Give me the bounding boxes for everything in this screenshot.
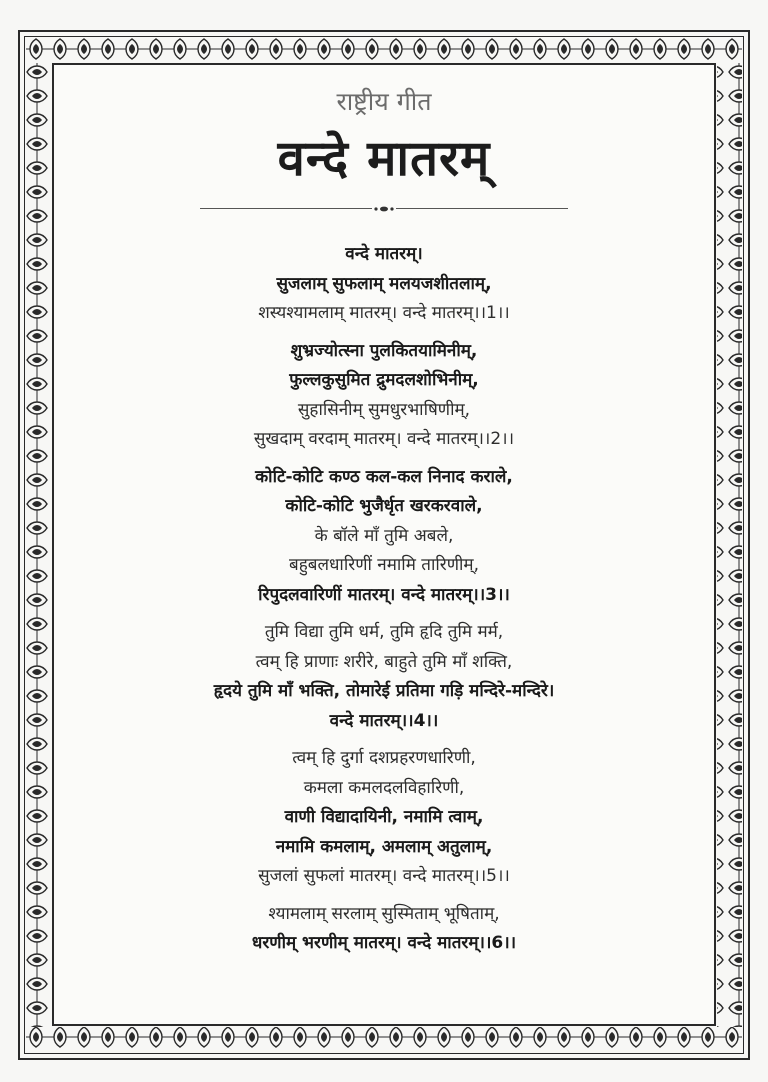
stanza-gap: [60, 892, 708, 900]
verse-line: नमामि कमलाम्, अमलाम् अतुलाम्,: [275, 836, 493, 857]
divider-ornament-icon: [372, 206, 396, 212]
stanza-gap: [60, 610, 708, 618]
stanza-6: [60, 900, 708, 959]
verse-line: फुल्लकुसुमित द्रुमदलशोभिनीम्,: [289, 370, 479, 390]
verse-line: त्वम् हि दुर्गा दशप्रहरणधारिणी,: [292, 748, 476, 768]
verse-line: बहुबलधारिणीं नमामि तारिणीम्,: [289, 555, 479, 575]
verse-line: सुजलां सुफलां मातरम्। वन्दे मातरम्।।5।।: [258, 866, 510, 886]
verse-line: कोटि-कोटि भुजैर्धृत खरकरवाले,: [285, 496, 483, 516]
verse-line: धरणीम् भरणीम् मातरम्। वन्दे मातरम्।।6।।: [251, 933, 517, 953]
page-title: वन्दे मातरम्: [277, 130, 491, 187]
stanza-2: [60, 337, 708, 455]
verse-line: त्वम् हि प्राणाः शरीरे, बाहुते तुमि माँ शक्ति,: [255, 651, 513, 672]
verse-line: वन्दे मातरम्।: [345, 244, 423, 264]
stanza-gap: [60, 736, 708, 744]
verse-line: शस्यश्यामलाम् मातरम्। वन्दे मातरम्।।1।।: [258, 303, 510, 323]
verse-line: के बॉले माँ तुमि अबले,: [314, 525, 454, 546]
verse-line: सुहासिनीम् सुमधुरभाषिणीम्,: [297, 399, 471, 420]
stanza-5: [60, 744, 708, 892]
stanza-1: [60, 240, 708, 329]
verse-line: तुमि विद्या तुमि धर्म, तुमि हृदि तुमि मर्म,: [264, 622, 504, 642]
verse-line: सुखदाम् वरदाम् मातरम्। वन्दे मातरम्।।2।।: [253, 429, 515, 449]
verse-line: कोटि-कोटि कण्ठ कल-कल निनाद कराले,: [255, 466, 513, 487]
stanza-gap: [60, 329, 708, 337]
verse-line: कमला कमलदलविहारिणी,: [303, 777, 465, 798]
verse-line: हृदये तुमि माँ भक्ति, तोमारेई प्रतिमा गड़ि मन्दिरे-मन्दिरे।: [213, 681, 555, 701]
stanza-gap: [60, 455, 708, 463]
stanza-3: [60, 463, 708, 611]
verse-line: वन्दे मातरम्।।4।।: [329, 710, 439, 731]
verse-line: वाणी विद्यादायिनी, नमामि त्वाम्,: [284, 807, 484, 827]
verse-line: सुजलाम् सुफलाम् मलयजशीतलाम्,: [276, 273, 492, 294]
verse-line: श्यामलाम् सरलाम् सुस्मिताम् भूषिताम्,: [268, 903, 500, 924]
verse-line: शुभ्रज्योत्स्ना पुलकितयामिनीम्,: [290, 340, 478, 361]
verse-container: [60, 240, 708, 959]
title-divider: [200, 206, 568, 212]
subtitle: राष्ट्रीय गीत: [336, 87, 432, 116]
verse-line: रिपुदलवारिणीं मातरम्। वन्दे मातरम्।।3।।: [258, 584, 510, 605]
stanza-4: [60, 618, 708, 736]
